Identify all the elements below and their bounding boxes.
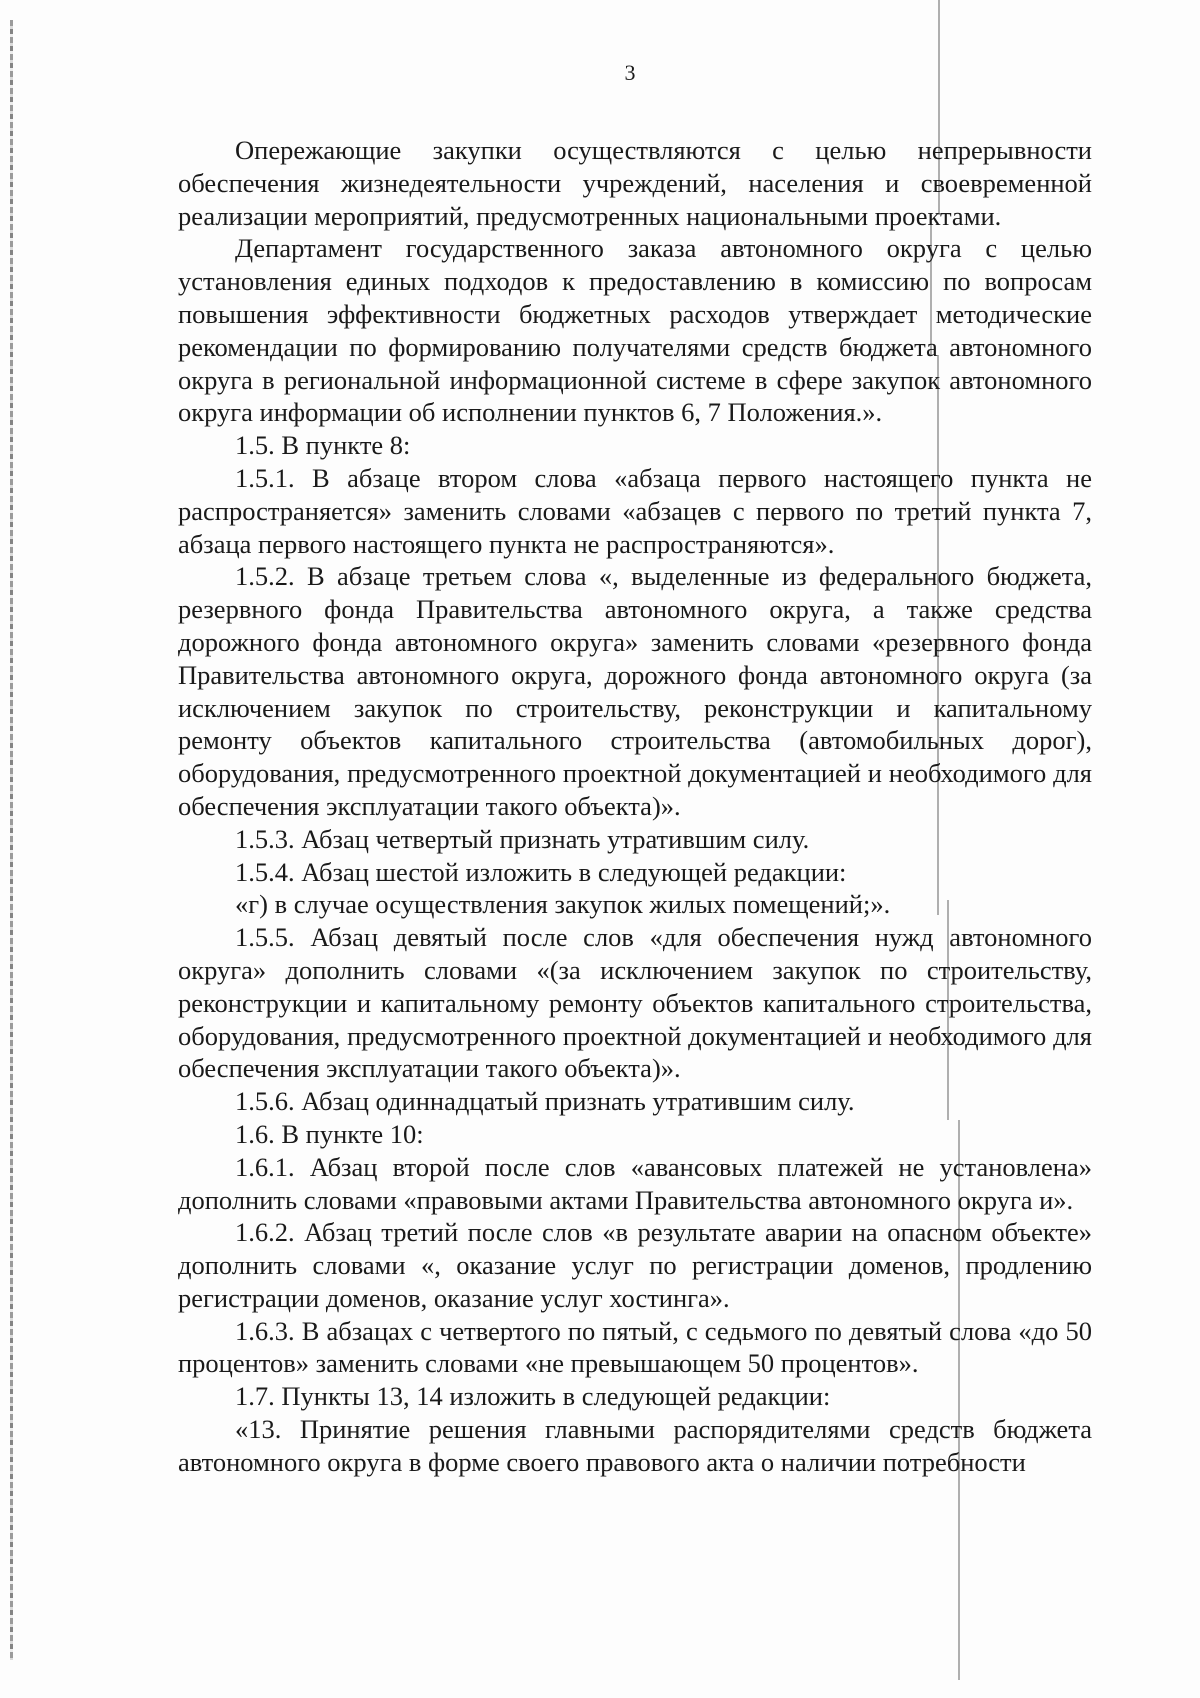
paragraph-1-5-4: 1.5.4. Абзац шестой изложить в следующей редакции: — [235, 856, 847, 887]
paragraph-1-5-1: 1.5.1. В абзаце втором слова «абзаца первого настоящего пункта не распространяется» заменить словами «абзацев с первого по третий пункта 7, абзаца первого настоящего пункта не распространяются». — [178, 462, 1092, 559]
paragraph-1-5-4-item-g: «г) в случае осуществления закупок жилых помещений;». — [235, 889, 891, 920]
paragraph-1-6-2: 1.6.2. Абзац третий после слов «в результате аварии на опасном объекте» дополнить словами «, оказание услуг по регистрации доменов, продлению регистрации доменов, оказание услуг хостинга». — [178, 1217, 1092, 1313]
paragraph-1-5-3: 1.5.3. Абзац четвертый признать утратившим силу. — [235, 823, 810, 854]
paragraph-1-5: 1.5. В пункте 8: — [235, 430, 411, 461]
paragraph-1-5-6: 1.5.6. Абзац одиннадцатый признать утратившим силу. — [235, 1086, 855, 1117]
paragraph-1-6-1: 1.6.1. Абзац второй после слов «авансовых платежей не установлена» дополнить словами «правовыми актами Правительства автономного округа и». — [178, 1151, 1092, 1215]
paragraph-1-5-5: 1.5.5. Абзац девятый после слов «для обеспечения нужд автономного округа» дополнить словами «(за исключением закупок по строительству, реконструкции и капитальному ремонту объектов капитального строительства, оборудования, предусмотренного проектной документацией и необходимого для обеспечения эксплуатации такого объекта)». — [178, 922, 1092, 1084]
paragraph-department-methodology: Департамент государственного заказа автономного округа с целью установления единых подходов к предоставлению в комиссию по вопросам повышения эффективности бюджетных расходов утверждает методические рекомендации по формированию получателями средств бюджета автономного округа в региональной информационной системе в сфере закупок автономного округа информации об исполнении пунктов 6, 7 Положения.». — [178, 233, 1092, 428]
paragraph-13-start: «13. Принятие решения главными распорядителями средств бюджета автономного округа в форме своего правового акта о наличии потребности — [178, 1414, 1092, 1477]
paragraph-advance-purchases: Опережающие закупки осуществляются с целью непрерывности обеспечения жизнедеятельности учреждений, населения и своевременной реализации мероприятий, предусмотренных национальными проектами. — [178, 135, 1092, 231]
paragraph-1-5-2: 1.5.2. В абзаце третьем слова «, выделенные из федерального бюджета, резервного фонда Правительства автономного округа, а также средства дорожного фонда автономного округа» заменить словами «резервного фонда Правительства автономного округа, дорожного фонда автономного округа (за исключением закупок по строительству, реконструкции и капитальному ремонту объектов капитального строительства (автомобильных дорог), оборудования, предусмотренного проектной документацией и необходимого для обеспечения эксплуатации такого объекта)». — [178, 561, 1092, 821]
paragraph-1-6-3: 1.6.3. В абзацах с четвертого по пятый, с седьмого по девятый слова «до 50 процентов» заменить словами «не превышающем 50 процентов». — [178, 1315, 1092, 1379]
paragraph-1-7: 1.7. Пункты 13, 14 изложить в следующей редакции: — [235, 1381, 831, 1412]
scan-edge-artifact — [10, 20, 13, 1660]
paragraph-1-6: 1.6. В пункте 10: — [235, 1118, 424, 1149]
document-body — [178, 134, 1092, 1479]
page-number: 3 — [624, 60, 636, 85]
